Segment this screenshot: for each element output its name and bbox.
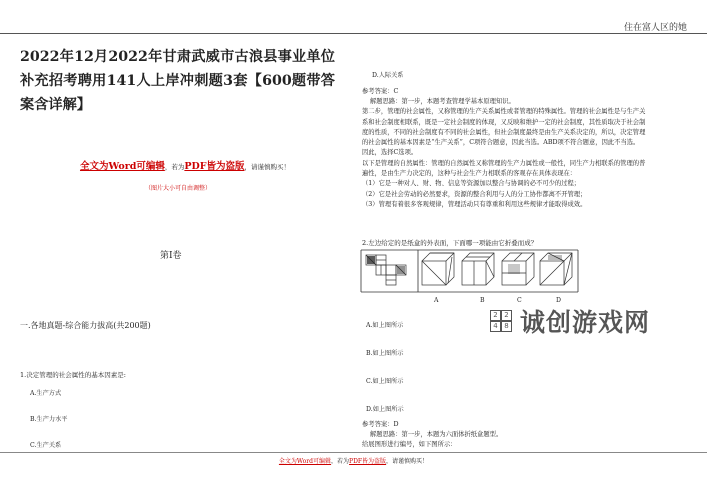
- question-2-option-c: C.如上图所示: [366, 378, 404, 385]
- question-2-figure: [360, 246, 580, 308]
- cube-shaded-face: [548, 255, 562, 260]
- notice-mid: ，若为: [164, 163, 185, 171]
- purchase-notice: [40, 158, 330, 172]
- analysis-line: 因此，选择C选项。: [362, 149, 418, 157]
- watermark-digit: 2: [501, 310, 512, 321]
- volume-label: 第I卷: [160, 251, 182, 261]
- watermark-text: 诚创游戏网: [520, 308, 651, 337]
- q2-label-c: C: [517, 297, 522, 304]
- question-2-option-d: D.如上图所示: [366, 406, 404, 413]
- question-2-option-a: A.如上图所示: [366, 322, 404, 329]
- net-shaded-face: [367, 256, 375, 264]
- cube-option-b: [462, 253, 494, 285]
- answer-2-analysis: [362, 430, 502, 451]
- question-1-option-b: B.生产力水平: [30, 416, 68, 423]
- section-heading: 一.各地真题-综合能力拔高(共200题): [20, 321, 151, 330]
- q2-label-d: D: [556, 297, 561, 304]
- footer-pdf-pirate: PDF皆为盗版: [349, 458, 387, 465]
- question-2-stem: 2.左边给定的是纸盒的外表面，下面哪一项能由它折叠而成？: [362, 239, 538, 247]
- analysis-line: 给展图形进行编号，如下图所示：: [362, 441, 457, 449]
- answer-2: 参考答案：D: [362, 421, 399, 428]
- analysis-line: 解题思路：第一步，本题为六面体折纸盒题型。: [370, 431, 503, 438]
- q2-label-a: A: [434, 297, 439, 304]
- analysis-line: 遍性，是由生产力决定的，这种与社会生产力相联系的客观存在具体表现在：: [362, 170, 577, 178]
- notice-pdf-pirate: PDF皆为盗版: [184, 161, 245, 172]
- analysis-line: （2）它是社会劳动的必然要求，资源的整合利用与人的分工协作都离不开管理；: [362, 190, 587, 198]
- question-1-option-d: D.人际关系: [372, 72, 404, 79]
- net-shaded-face: [397, 266, 405, 274]
- footer-rule: [0, 452, 707, 453]
- image-scale-note: （图片大小可自由调整）: [145, 185, 212, 192]
- cube-option-a: [422, 253, 454, 285]
- watermark-digit: 4: [490, 321, 501, 332]
- notice-end: ，请谨慎购买！: [244, 163, 291, 171]
- analysis-line: 以下是管理的自然属性：管理的自然属性又称管理的生产力属性或一般性，同生产力相联系的管理的普: [362, 159, 646, 167]
- q2-label-b: B: [480, 297, 485, 304]
- analysis-line: 的社会属性的基本因素是“生产关系”，C项符合题意，因此当选。ABD项不符合题意，因此不当选。: [362, 139, 640, 147]
- watermark-digit: 8: [501, 321, 512, 332]
- analysis-line: （3）管理有着很多客观规律，管理活动只有尊重和利用这些规律才能取得成效。: [362, 200, 587, 208]
- header-author: 住在富人区的她: [623, 23, 687, 33]
- question-1-option-c: C.生产关系: [30, 442, 62, 449]
- footer-mid: ，若为: [331, 458, 350, 465]
- footer-word-editable: 全文为Word可编辑: [278, 458, 332, 465]
- analysis-line: 系和社会制度相联系，既是一定社会制度的体现，又反映和维护一定的社会制度，其性质取决于社会制: [362, 118, 646, 126]
- analysis-line: 第二步，管理的社会属性，又称管理的生产关系属性或者管理的特殊属性。管理的社会属性是与生产关: [362, 108, 646, 116]
- answer-1: 参考答案：C: [362, 88, 399, 95]
- analysis-line: 度的性质，不同的社会制度有不同的社会属性，但社会制度最终是由生产关系决定的，所以，决定管理: [362, 128, 646, 136]
- cube-shaded-face: [508, 264, 520, 274]
- analysis-line: 解题思路：第一步，本题考查管理学基本原理知识。: [370, 98, 515, 105]
- notice-word-editable: 全文为Word可编辑: [79, 161, 165, 172]
- watermark-digit: 2: [490, 310, 501, 321]
- header-rule: [0, 33, 707, 34]
- question-1-option-a: A.生产方式: [30, 390, 62, 397]
- question-1-stem: 1.决定管理的社会属性的基本因素是:: [20, 371, 126, 379]
- document-title: 2022年12月2022年甘肃武威市古浪县事业单位补充招考聘用141人上岸冲刺题3套【600题带答案含详解】: [20, 49, 335, 113]
- question-2-option-b: B.如上图所示: [366, 350, 404, 357]
- footer-end: ，请谨慎购买！: [386, 458, 429, 465]
- answer-1-analysis: [362, 97, 692, 210]
- footer-notice: [0, 456, 707, 465]
- figure-frame: [361, 250, 578, 292]
- analysis-line: （1）它是一种对人、财、物、信息等资源加以整合与协调的必不可少的过程；: [362, 180, 581, 188]
